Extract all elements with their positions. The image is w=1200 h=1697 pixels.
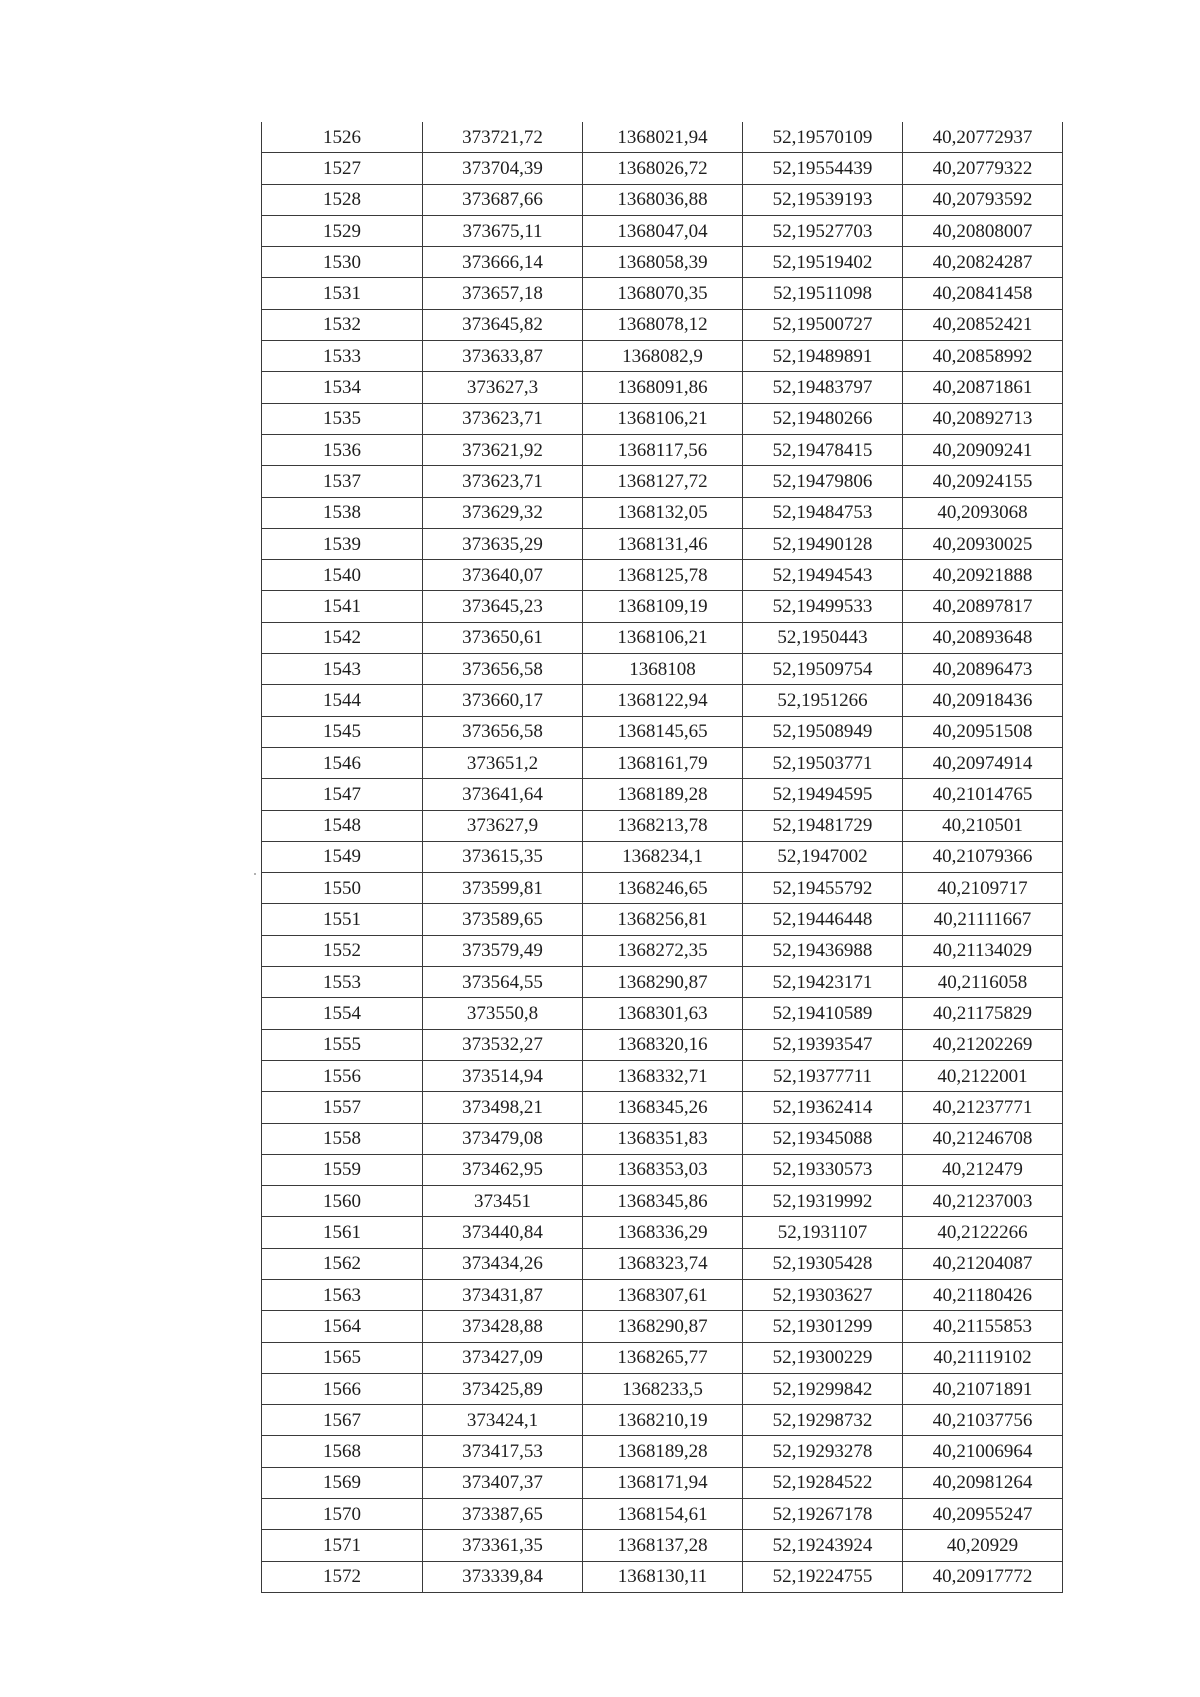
latitude-cell: 52,1947002 — [743, 841, 903, 872]
x-coordinate-cell: 373657,18 — [423, 278, 583, 309]
y-coordinate-cell: 1368233,5 — [583, 1373, 743, 1404]
point-number-cell: 1565 — [262, 1342, 423, 1373]
latitude-cell: 52,19243924 — [743, 1530, 903, 1561]
table-row — [262, 591, 1063, 622]
point-number-cell: 1549 — [262, 841, 423, 872]
y-coordinate-cell: 1368307,61 — [583, 1279, 743, 1310]
longitude-cell: 40,20779322 — [903, 153, 1063, 184]
longitude-cell: 40,21237771 — [903, 1092, 1063, 1123]
point-number-cell: 1527 — [262, 153, 423, 184]
y-coordinate-cell: 1368290,87 — [583, 1311, 743, 1342]
table-row — [262, 1467, 1063, 1498]
table-row — [262, 1186, 1063, 1217]
point-number-cell: 1545 — [262, 716, 423, 747]
longitude-cell: 40,21237003 — [903, 1186, 1063, 1217]
x-coordinate-cell: 373623,71 — [423, 403, 583, 434]
table-row — [262, 309, 1063, 340]
point-number-cell: 1528 — [262, 184, 423, 215]
y-coordinate-cell: 1368108 — [583, 654, 743, 685]
x-coordinate-cell: 373462,95 — [423, 1154, 583, 1185]
table-row — [262, 372, 1063, 403]
y-coordinate-cell: 1368117,56 — [583, 434, 743, 465]
longitude-cell: 40,20892713 — [903, 403, 1063, 434]
table-row — [262, 528, 1063, 559]
longitude-cell: 40,20824287 — [903, 247, 1063, 278]
latitude-cell: 52,19299842 — [743, 1373, 903, 1404]
longitude-cell: 40,21014765 — [903, 779, 1063, 810]
y-coordinate-cell: 1368106,21 — [583, 403, 743, 434]
point-number-cell: 1558 — [262, 1123, 423, 1154]
y-coordinate-cell: 1368171,94 — [583, 1467, 743, 1498]
latitude-cell: 52,19284522 — [743, 1467, 903, 1498]
y-coordinate-cell: 1368265,77 — [583, 1342, 743, 1373]
coordinates-table — [261, 122, 1063, 1593]
x-coordinate-cell: 373675,11 — [423, 215, 583, 246]
point-number-cell: 1560 — [262, 1186, 423, 1217]
longitude-cell: 40,20897817 — [903, 591, 1063, 622]
latitude-cell: 52,19345088 — [743, 1123, 903, 1154]
latitude-cell: 52,1950443 — [743, 622, 903, 653]
table-row — [262, 904, 1063, 935]
table-row — [262, 841, 1063, 872]
table-row — [262, 747, 1063, 778]
table-row — [262, 1530, 1063, 1561]
x-coordinate-cell: 373425,89 — [423, 1373, 583, 1404]
table-row — [262, 779, 1063, 810]
table-row — [262, 497, 1063, 528]
table-row — [262, 434, 1063, 465]
latitude-cell: 52,19293278 — [743, 1436, 903, 1467]
longitude-cell: 40,20929 — [903, 1530, 1063, 1561]
point-number-cell: 1532 — [262, 309, 423, 340]
longitude-cell: 40,21180426 — [903, 1279, 1063, 1310]
latitude-cell: 52,19446448 — [743, 904, 903, 935]
latitude-cell: 52,19410589 — [743, 998, 903, 1029]
table-row — [262, 1060, 1063, 1091]
longitude-cell: 40,21119102 — [903, 1342, 1063, 1373]
latitude-cell: 52,19423171 — [743, 967, 903, 998]
longitude-cell: 40,2116058 — [903, 967, 1063, 998]
longitude-cell: 40,20858992 — [903, 341, 1063, 372]
x-coordinate-cell: 373666,14 — [423, 247, 583, 278]
x-coordinate-cell: 373656,58 — [423, 716, 583, 747]
table-row — [262, 716, 1063, 747]
x-coordinate-cell: 373427,09 — [423, 1342, 583, 1373]
x-coordinate-cell: 373651,2 — [423, 747, 583, 778]
table-row — [262, 685, 1063, 716]
latitude-cell: 52,19494595 — [743, 779, 903, 810]
point-number-cell: 1551 — [262, 904, 423, 935]
longitude-cell: 40,2093068 — [903, 497, 1063, 528]
point-number-cell: 1548 — [262, 810, 423, 841]
point-number-cell: 1569 — [262, 1467, 423, 1498]
point-number-cell: 1572 — [262, 1561, 423, 1592]
point-number-cell: 1550 — [262, 873, 423, 904]
latitude-cell: 52,19305428 — [743, 1248, 903, 1279]
point-number-cell: 1561 — [262, 1217, 423, 1248]
y-coordinate-cell: 1368210,19 — [583, 1405, 743, 1436]
x-coordinate-cell: 373428,88 — [423, 1311, 583, 1342]
latitude-cell: 52,19300229 — [743, 1342, 903, 1373]
latitude-cell: 52,19554439 — [743, 153, 903, 184]
x-coordinate-cell: 373424,1 — [423, 1405, 583, 1436]
x-coordinate-cell: 373704,39 — [423, 153, 583, 184]
latitude-cell: 52,19224755 — [743, 1561, 903, 1592]
point-number-cell: 1563 — [262, 1279, 423, 1310]
point-number-cell: 1564 — [262, 1311, 423, 1342]
point-number-cell: 1538 — [262, 497, 423, 528]
y-coordinate-cell: 1368272,35 — [583, 935, 743, 966]
point-number-cell: 1568 — [262, 1436, 423, 1467]
y-coordinate-cell: 1368122,94 — [583, 685, 743, 716]
latitude-cell: 52,19362414 — [743, 1092, 903, 1123]
x-coordinate-cell: 373627,9 — [423, 810, 583, 841]
point-number-cell: 1535 — [262, 403, 423, 434]
y-coordinate-cell: 1368320,16 — [583, 1029, 743, 1060]
table-row — [262, 1561, 1063, 1592]
latitude-cell: 52,19509754 — [743, 654, 903, 685]
scan-speck — [254, 873, 256, 875]
latitude-cell: 52,19481729 — [743, 810, 903, 841]
longitude-cell: 40,20893648 — [903, 622, 1063, 653]
point-number-cell: 1537 — [262, 466, 423, 497]
x-coordinate-cell: 373635,29 — [423, 528, 583, 559]
table-row — [262, 1311, 1063, 1342]
latitude-cell: 52,19511098 — [743, 278, 903, 309]
longitude-cell: 40,20981264 — [903, 1467, 1063, 1498]
x-coordinate-cell: 373660,17 — [423, 685, 583, 716]
point-number-cell: 1531 — [262, 278, 423, 309]
table-row — [262, 1123, 1063, 1154]
x-coordinate-cell: 373564,55 — [423, 967, 583, 998]
x-coordinate-cell: 373417,53 — [423, 1436, 583, 1467]
longitude-cell: 40,20974914 — [903, 747, 1063, 778]
y-coordinate-cell: 1368332,71 — [583, 1060, 743, 1091]
y-coordinate-cell: 1368131,46 — [583, 528, 743, 559]
table-row — [262, 967, 1063, 998]
table-row — [262, 153, 1063, 184]
x-coordinate-cell: 373656,58 — [423, 654, 583, 685]
longitude-cell: 40,2122266 — [903, 1217, 1063, 1248]
x-coordinate-cell: 373645,23 — [423, 591, 583, 622]
point-number-cell: 1547 — [262, 779, 423, 810]
table-row — [262, 1217, 1063, 1248]
y-coordinate-cell: 1368345,26 — [583, 1092, 743, 1123]
y-coordinate-cell: 1368125,78 — [583, 560, 743, 591]
x-coordinate-cell: 373687,66 — [423, 184, 583, 215]
longitude-cell: 40,21204087 — [903, 1248, 1063, 1279]
x-coordinate-cell: 373361,35 — [423, 1530, 583, 1561]
latitude-cell: 52,19267178 — [743, 1499, 903, 1530]
latitude-cell: 52,19377711 — [743, 1060, 903, 1091]
longitude-cell: 40,20909241 — [903, 434, 1063, 465]
point-number-cell: 1571 — [262, 1530, 423, 1561]
x-coordinate-cell: 373440,84 — [423, 1217, 583, 1248]
longitude-cell: 40,20918436 — [903, 685, 1063, 716]
point-number-cell: 1552 — [262, 935, 423, 966]
table-row — [262, 1405, 1063, 1436]
x-coordinate-cell: 373629,32 — [423, 497, 583, 528]
point-number-cell: 1533 — [262, 341, 423, 372]
table-row — [262, 1154, 1063, 1185]
y-coordinate-cell: 1368047,04 — [583, 215, 743, 246]
latitude-cell: 52,19301299 — [743, 1311, 903, 1342]
x-coordinate-cell: 373451 — [423, 1186, 583, 1217]
table-row — [262, 1342, 1063, 1373]
table-row — [262, 341, 1063, 372]
x-coordinate-cell: 373645,82 — [423, 309, 583, 340]
x-coordinate-cell: 373339,84 — [423, 1561, 583, 1592]
latitude-cell: 52,19519402 — [743, 247, 903, 278]
latitude-cell: 52,19484753 — [743, 497, 903, 528]
table-row — [262, 1373, 1063, 1404]
point-number-cell: 1553 — [262, 967, 423, 998]
y-coordinate-cell: 1368058,39 — [583, 247, 743, 278]
longitude-cell: 40,20896473 — [903, 654, 1063, 685]
y-coordinate-cell: 1368353,03 — [583, 1154, 743, 1185]
y-coordinate-cell: 1368323,74 — [583, 1248, 743, 1279]
y-coordinate-cell: 1368161,79 — [583, 747, 743, 778]
longitude-cell: 40,20772937 — [903, 122, 1063, 153]
table-row — [262, 122, 1063, 153]
longitude-cell: 40,20930025 — [903, 528, 1063, 559]
point-number-cell: 1555 — [262, 1029, 423, 1060]
latitude-cell: 52,19499533 — [743, 591, 903, 622]
longitude-cell: 40,21155853 — [903, 1311, 1063, 1342]
point-number-cell: 1562 — [262, 1248, 423, 1279]
y-coordinate-cell: 1368145,65 — [583, 716, 743, 747]
latitude-cell: 52,19483797 — [743, 372, 903, 403]
y-coordinate-cell: 1368290,87 — [583, 967, 743, 998]
table-row — [262, 654, 1063, 685]
x-coordinate-cell: 373532,27 — [423, 1029, 583, 1060]
x-coordinate-cell: 373579,49 — [423, 935, 583, 966]
y-coordinate-cell: 1368213,78 — [583, 810, 743, 841]
longitude-cell: 40,21037756 — [903, 1405, 1063, 1436]
point-number-cell: 1540 — [262, 560, 423, 591]
longitude-cell: 40,20871861 — [903, 372, 1063, 403]
latitude-cell: 52,19503771 — [743, 747, 903, 778]
table-row — [262, 247, 1063, 278]
latitude-cell: 52,19478415 — [743, 434, 903, 465]
longitude-cell: 40,210501 — [903, 810, 1063, 841]
point-number-cell: 1541 — [262, 591, 423, 622]
y-coordinate-cell: 1368301,63 — [583, 998, 743, 1029]
point-number-cell: 1557 — [262, 1092, 423, 1123]
latitude-cell: 52,19500727 — [743, 309, 903, 340]
longitude-cell: 40,21111667 — [903, 904, 1063, 935]
longitude-cell: 40,20917772 — [903, 1561, 1063, 1592]
table-row — [262, 1499, 1063, 1530]
table-row — [262, 1092, 1063, 1123]
y-coordinate-cell: 1368345,86 — [583, 1186, 743, 1217]
latitude-cell: 52,19479806 — [743, 466, 903, 497]
latitude-cell: 52,1931107 — [743, 1217, 903, 1248]
point-number-cell: 1534 — [262, 372, 423, 403]
longitude-cell: 40,20955247 — [903, 1499, 1063, 1530]
latitude-cell: 52,19490128 — [743, 528, 903, 559]
point-number-cell: 1526 — [262, 122, 423, 153]
table-row — [262, 622, 1063, 653]
point-number-cell: 1554 — [262, 998, 423, 1029]
longitude-cell: 40,20924155 — [903, 466, 1063, 497]
latitude-cell: 52,19539193 — [743, 184, 903, 215]
longitude-cell: 40,2122001 — [903, 1060, 1063, 1091]
point-number-cell: 1529 — [262, 215, 423, 246]
point-number-cell: 1567 — [262, 1405, 423, 1436]
latitude-cell: 52,19436988 — [743, 935, 903, 966]
y-coordinate-cell: 1368106,21 — [583, 622, 743, 653]
longitude-cell: 40,2109717 — [903, 873, 1063, 904]
longitude-cell: 40,21175829 — [903, 998, 1063, 1029]
y-coordinate-cell: 1368091,86 — [583, 372, 743, 403]
point-number-cell: 1530 — [262, 247, 423, 278]
point-number-cell: 1559 — [262, 1154, 423, 1185]
longitude-cell: 40,21079366 — [903, 841, 1063, 872]
point-number-cell: 1566 — [262, 1373, 423, 1404]
point-number-cell: 1544 — [262, 685, 423, 716]
latitude-cell: 52,19508949 — [743, 716, 903, 747]
y-coordinate-cell: 1368256,81 — [583, 904, 743, 935]
y-coordinate-cell: 1368070,35 — [583, 278, 743, 309]
latitude-cell: 52,1951266 — [743, 685, 903, 716]
latitude-cell: 52,19480266 — [743, 403, 903, 434]
table-row — [262, 560, 1063, 591]
y-coordinate-cell: 1368189,28 — [583, 1436, 743, 1467]
table-row — [262, 810, 1063, 841]
longitude-cell: 40,21134029 — [903, 935, 1063, 966]
x-coordinate-cell: 373641,64 — [423, 779, 583, 810]
y-coordinate-cell: 1368137,28 — [583, 1530, 743, 1561]
x-coordinate-cell: 373650,61 — [423, 622, 583, 653]
y-coordinate-cell: 1368036,88 — [583, 184, 743, 215]
longitude-cell: 40,21071891 — [903, 1373, 1063, 1404]
x-coordinate-cell: 373434,26 — [423, 1248, 583, 1279]
y-coordinate-cell: 1368132,05 — [583, 497, 743, 528]
x-coordinate-cell: 373589,65 — [423, 904, 583, 935]
y-coordinate-cell: 1368109,19 — [583, 591, 743, 622]
y-coordinate-cell: 1368234,1 — [583, 841, 743, 872]
x-coordinate-cell: 373550,8 — [423, 998, 583, 1029]
latitude-cell: 52,19527703 — [743, 215, 903, 246]
table-row — [262, 1029, 1063, 1060]
x-coordinate-cell: 373498,21 — [423, 1092, 583, 1123]
point-number-cell: 1536 — [262, 434, 423, 465]
x-coordinate-cell: 373633,87 — [423, 341, 583, 372]
table-row — [262, 466, 1063, 497]
table-row — [262, 403, 1063, 434]
latitude-cell: 52,19330573 — [743, 1154, 903, 1185]
latitude-cell: 52,19303627 — [743, 1279, 903, 1310]
table-row — [262, 215, 1063, 246]
longitude-cell: 40,20951508 — [903, 716, 1063, 747]
x-coordinate-cell: 373640,07 — [423, 560, 583, 591]
longitude-cell: 40,21006964 — [903, 1436, 1063, 1467]
table-row — [262, 184, 1063, 215]
y-coordinate-cell: 1368127,72 — [583, 466, 743, 497]
longitude-cell: 40,21202269 — [903, 1029, 1063, 1060]
y-coordinate-cell: 1368130,11 — [583, 1561, 743, 1592]
longitude-cell: 40,20793592 — [903, 184, 1063, 215]
table-row — [262, 1248, 1063, 1279]
x-coordinate-cell: 373514,94 — [423, 1060, 583, 1091]
x-coordinate-cell: 373627,3 — [423, 372, 583, 403]
longitude-cell: 40,20841458 — [903, 278, 1063, 309]
y-coordinate-cell: 1368189,28 — [583, 779, 743, 810]
point-number-cell: 1542 — [262, 622, 423, 653]
latitude-cell: 52,19393547 — [743, 1029, 903, 1060]
point-number-cell: 1543 — [262, 654, 423, 685]
longitude-cell: 40,20808007 — [903, 215, 1063, 246]
x-coordinate-cell: 373599,81 — [423, 873, 583, 904]
table-row — [262, 1436, 1063, 1467]
longitude-cell: 40,20921888 — [903, 560, 1063, 591]
point-number-cell: 1570 — [262, 1499, 423, 1530]
point-number-cell: 1539 — [262, 528, 423, 559]
y-coordinate-cell: 1368021,94 — [583, 122, 743, 153]
y-coordinate-cell: 1368154,61 — [583, 1499, 743, 1530]
table-row — [262, 935, 1063, 966]
point-number-cell: 1546 — [262, 747, 423, 778]
table-row — [262, 1279, 1063, 1310]
table-row — [262, 873, 1063, 904]
x-coordinate-cell: 373407,37 — [423, 1467, 583, 1498]
y-coordinate-cell: 1368246,65 — [583, 873, 743, 904]
y-coordinate-cell: 1368078,12 — [583, 309, 743, 340]
y-coordinate-cell: 1368351,83 — [583, 1123, 743, 1154]
longitude-cell: 40,212479 — [903, 1154, 1063, 1185]
x-coordinate-cell: 373621,92 — [423, 434, 583, 465]
table-row — [262, 278, 1063, 309]
x-coordinate-cell: 373721,72 — [423, 122, 583, 153]
latitude-cell: 52,19494543 — [743, 560, 903, 591]
y-coordinate-cell: 1368082,9 — [583, 341, 743, 372]
x-coordinate-cell: 373623,71 — [423, 466, 583, 497]
latitude-cell: 52,19455792 — [743, 873, 903, 904]
x-coordinate-cell: 373615,35 — [423, 841, 583, 872]
latitude-cell: 52,19298732 — [743, 1405, 903, 1436]
latitude-cell: 52,19319992 — [743, 1186, 903, 1217]
longitude-cell: 40,21246708 — [903, 1123, 1063, 1154]
y-coordinate-cell: 1368026,72 — [583, 153, 743, 184]
point-number-cell: 1556 — [262, 1060, 423, 1091]
table-row — [262, 998, 1063, 1029]
latitude-cell: 52,19570109 — [743, 122, 903, 153]
latitude-cell: 52,19489891 — [743, 341, 903, 372]
y-coordinate-cell: 1368336,29 — [583, 1217, 743, 1248]
x-coordinate-cell: 373431,87 — [423, 1279, 583, 1310]
coordinates-table-body — [262, 122, 1063, 1592]
x-coordinate-cell: 373479,08 — [423, 1123, 583, 1154]
x-coordinate-cell: 373387,65 — [423, 1499, 583, 1530]
longitude-cell: 40,20852421 — [903, 309, 1063, 340]
